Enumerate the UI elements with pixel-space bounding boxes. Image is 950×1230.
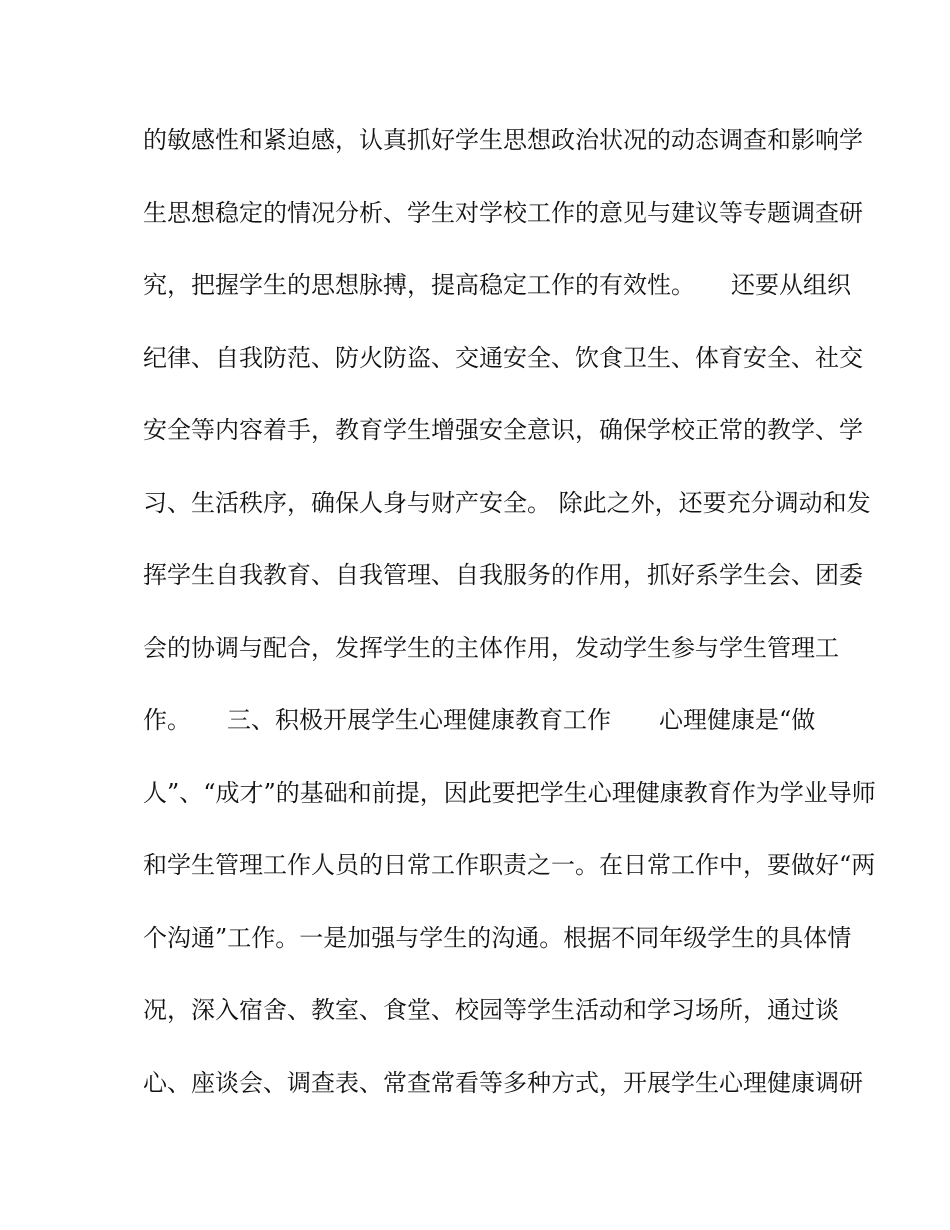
text-line: 的敏感性和紧迫感，认真抓好学生思想政治状况的动态调查和影响学 bbox=[143, 126, 863, 154]
text-line: 会的协调与配合，发挥学生的主体作用，发动学生参与学生管理工 bbox=[143, 633, 839, 662]
text-line: 况，深入宿舍、教室、食堂、校园等学生活动和学习场所，通过谈 bbox=[143, 996, 839, 1024]
text-line: 究，把握学生的思想脉搏，提高稳定工作的有效性。 还要从组织 bbox=[143, 271, 851, 299]
text-line: 习、生活秩序，确保人身与财产安全。 除此之外，还要充分调动和发 bbox=[143, 488, 871, 517]
text-line: 心、座谈会、调查表、常查常看等多种方式，开展学生心理健康调研 bbox=[143, 1068, 863, 1097]
text-line: 和学生管理工作人员的日常工作职责之一。在日常工作中，要做好“两 bbox=[143, 851, 876, 879]
text-line: 人”、“成才”的基础和前提，因此要把学生心理健康教育作为学业导师 bbox=[143, 778, 876, 807]
text-line: 生思想稳定的情况分析、学生对学校工作的意见与建议等专题调查研 bbox=[143, 198, 863, 227]
text-line: 作。 三、积极开展学生心理健康教育工作 心理健康是“做 bbox=[143, 706, 816, 734]
text-line: 纪律、自我防范、防火防盗、交通安全、饮食卫生、体育安全、社交 bbox=[143, 343, 863, 372]
text-line: 挥学生自我教育、自我管理、自我服务的作用，抓好系学生会、团委 bbox=[143, 561, 863, 589]
text-line: 个沟通”工作。一是加强与学生的沟通。根据不同年级学生的具体情 bbox=[143, 923, 852, 952]
body-text bbox=[143, 120, 876, 1135]
text-line: 安全等内容着手，教育学生增强安全意识，确保学校正常的教学、学 bbox=[143, 416, 863, 444]
